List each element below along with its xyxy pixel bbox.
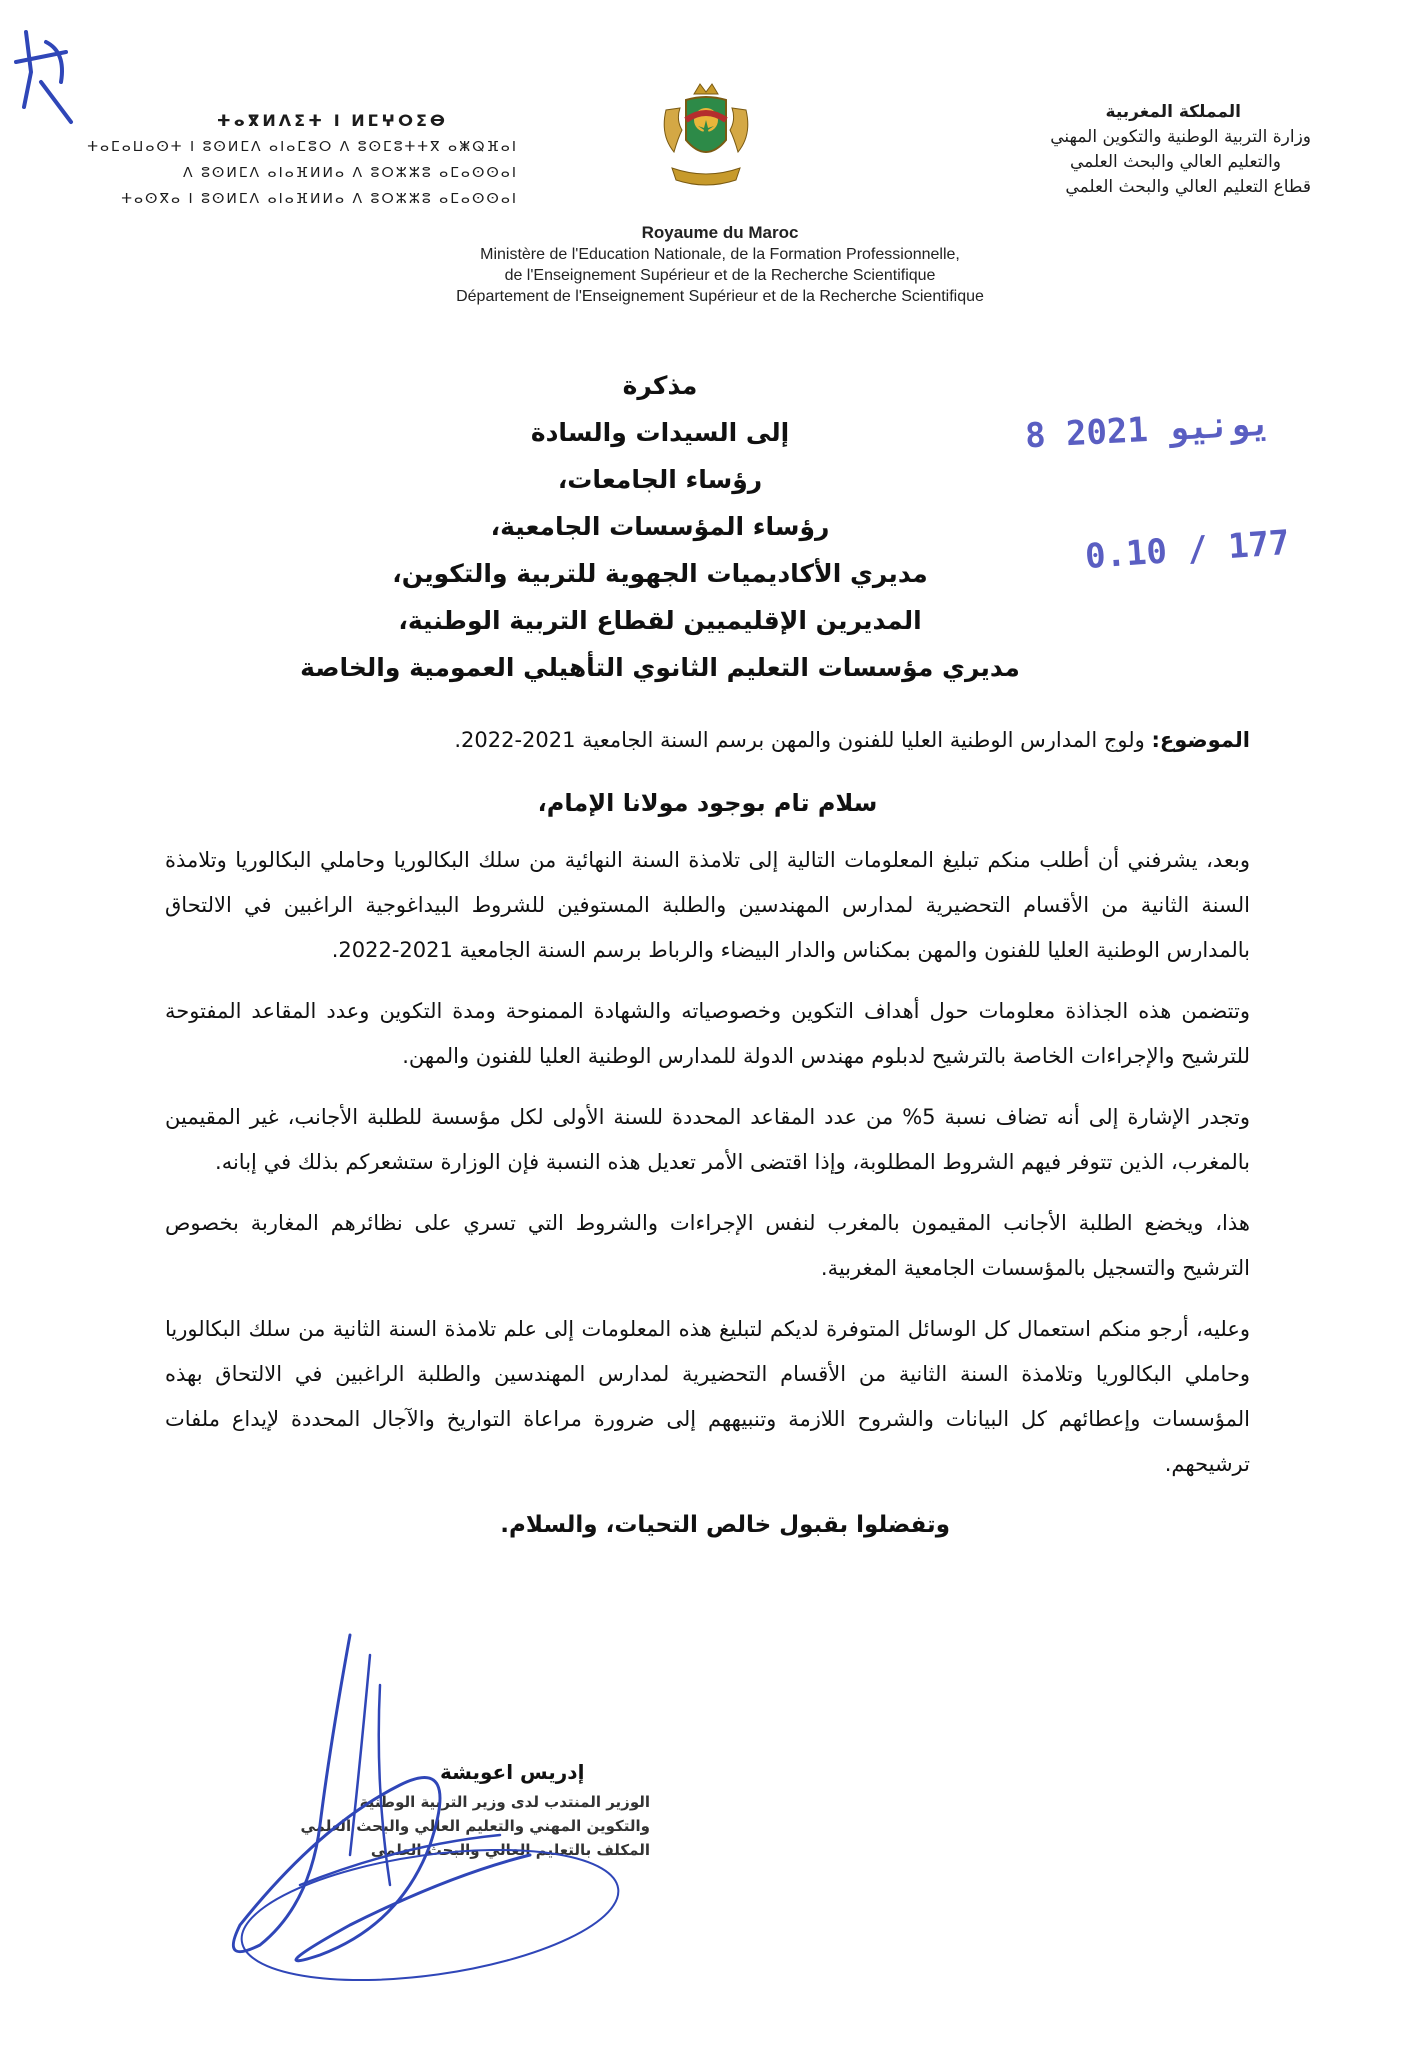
paragraph-3: وتجدر الإشارة إلى أنه تضاف نسبة 5% من عدد المقاعد المحددة للسنة الأولى لكل مؤسسة للطلبة الأجانب، غير المقيمين بالمغرب، الذين تتوفر فيهم الشروط المطلوبة، وإذا اقتضى الأمر تعديل هذه النسبة فإن الوزارة ستشعركم بذلك في إبانه. (165, 1105, 1250, 1174)
closing-line: وتفضلوا بقبول خالص التحيات، والسلام. (500, 1512, 950, 1538)
address-recipient-4: المديرين الإقليميين لقطاع التربية الوطنية، (398, 606, 922, 635)
header-french-line1: Ministère de l'Education Nationale, de la Formation Professionnelle, (480, 246, 960, 263)
signatory-title-line1: الوزير المنتدب لدى وزير التربية الوطنية (359, 1793, 650, 1811)
header-french-line2: de l'Enseignement Supérieur et de la Recherche Scientifique (504, 267, 936, 284)
address-recipient-2: رؤساء المؤسسات الجامعية، (490, 512, 830, 541)
memo-title: مذكرة (622, 371, 698, 400)
handwritten-initial (6, 12, 86, 132)
paragraph-4: هذا، ويخضع الطلبة الأجانب المقيمون بالمغرب لنفس الإجراءات والشروط التي تسري على نظائرهم المغاربة بخصوص الترشيح والتسجيل بالمؤسسات الجامعية المغربية. (165, 1211, 1250, 1280)
handwritten-signature (200, 1625, 620, 1985)
signatory-name: إدريس اعويشة (440, 1760, 585, 1784)
signatory-title-line3: المكلف بالتعليم العالي والبحث العلمي (370, 1841, 650, 1859)
header-arabic-line1: وزارة التربية الوطنية والتكوين المهني (1050, 127, 1311, 147)
paragraph-5: وعليه، أرجو منكم استعمال كل الوسائل المتوفرة لديكم لتبليغ هذه المعلومات إلى علم تلامذة السنة الثانية من سلك البكالوريا وحاملي البكالوريا وتلامذة السنة الثانية من الأقسام التحضيرية لمدارس المهندسين والطلبة الراغبين في الالتحاق بهذه المؤسسات وإعطائهم كل البيانات والشروح اللازمة وتنبيههم إلى ضرورة مراعاة التواريخ والآجال المحددة لإيداع ملفات ترشيحهم. (165, 1317, 1250, 1476)
subject-text: ولوج المدارس الوطنية العليا للفنون والمهن برسم السنة الجامعية 2021-2022. (454, 728, 1152, 752)
address-to: إلى السيدات والسادة (530, 418, 790, 447)
subject-line (165, 718, 1250, 763)
address-recipient-1: رؤساء الجامعات، (557, 465, 763, 494)
letter-body (165, 718, 1250, 1548)
header-arabic-line3: قطاع التعليم العالي والبحث العلمي (1065, 177, 1311, 197)
subject-label: الموضوع: (1151, 728, 1250, 752)
header-tifinagh-line3: ⵜⴰⵙⴳⴰ ⵏ ⵓⵙⵍⵎⴷ ⴰⵏⴰⴼⵍⵍⴰ ⴷ ⵓⵔⵣⵣⵓ ⴰⵎⴰⵙⵙⴰⵏ (121, 191, 518, 207)
reference-stamp: 0.10 / 177 (1083, 522, 1291, 578)
header-arabic (951, 100, 1311, 200)
paragraph-1: وبعد، يشرفني أن أطلب منكم تبليغ المعلومات التالية إلى تلامذة السنة النهائية من سلك البكالوريا وحاملي البكالوريا وتلامذة السنة الثانية من الأقسام التحضيرية لمدارس المهندسين والطلبة المستوفين للشروط البيداغوجية الراغبين في الالتحاق بالمدارس الوطنية العليا للفنون والمهن بمكناس والدار البيضاء والرباط برسم السنة الجامعية 2021-2022. (165, 848, 1250, 962)
header-tifinagh-kingdom: ⵜⴰⴳⵍⴷⵉⵜ ⵏ ⵍⵎⵖⵔⵉⴱ (216, 111, 448, 130)
header-french-title: Royaume du Maroc (641, 223, 799, 242)
address-recipient-3: مديري الأكاديميات الجهوية للتربية والتكوين، (392, 559, 928, 588)
greeting: سلام تام بوجود مولانا الإمام، (537, 789, 878, 817)
header-arabic-kingdom: المملكة المغربية (1105, 102, 1241, 122)
header-tifinagh (78, 108, 518, 212)
coat-of-arms-emblem (656, 80, 756, 200)
header-french-line3: Département de l'Enseignement Supérieur et de la Recherche Scientifique (456, 288, 984, 305)
date-stamp: 8 يونيو 2021 (1024, 403, 1272, 457)
header-arabic-line2: والتعليم العالي والبحث العلمي (1070, 152, 1281, 172)
signatory-title-line2: والتكوين المهني والتعليم العالي والبحث العلمي (300, 1817, 650, 1835)
address-block (300, 362, 1020, 691)
header-tifinagh-line2: ⴷ ⵓⵙⵍⵎⴷ ⴰⵏⴰⴼⵍⵍⴰ ⴷ ⵓⵔⵣⵣⵓ ⴰⵎⴰⵙⵙⴰⵏ (183, 165, 518, 181)
header-french (380, 222, 1060, 307)
address-recipient-5: مديري مؤسسات التعليم الثانوي التأهيلي العمومية والخاصة (300, 653, 1020, 682)
paragraph-2: وتتضمن هذه الجذاذة معلومات حول أهداف التكوين وخصوصياته والشهادة الممنوحة ومدة التكوين وعدد المقاعد المفتوحة للترشيح والإجراءات الخاصة بالترشيح لدبلوم مهندس الدولة للمدارس الوطنية العليا للفنون والمهن. (165, 999, 1250, 1068)
header-tifinagh-line1: ⵜⴰⵎⴰⵡⴰⵙⵜ ⵏ ⵓⵙⵍⵎⴷ ⴰⵏⴰⵎⵓⵔ ⴷ ⵓⵙⵎⵓⵜⵜⴳ ⴰⵥⵕⴼⴰⵏ (87, 139, 518, 155)
